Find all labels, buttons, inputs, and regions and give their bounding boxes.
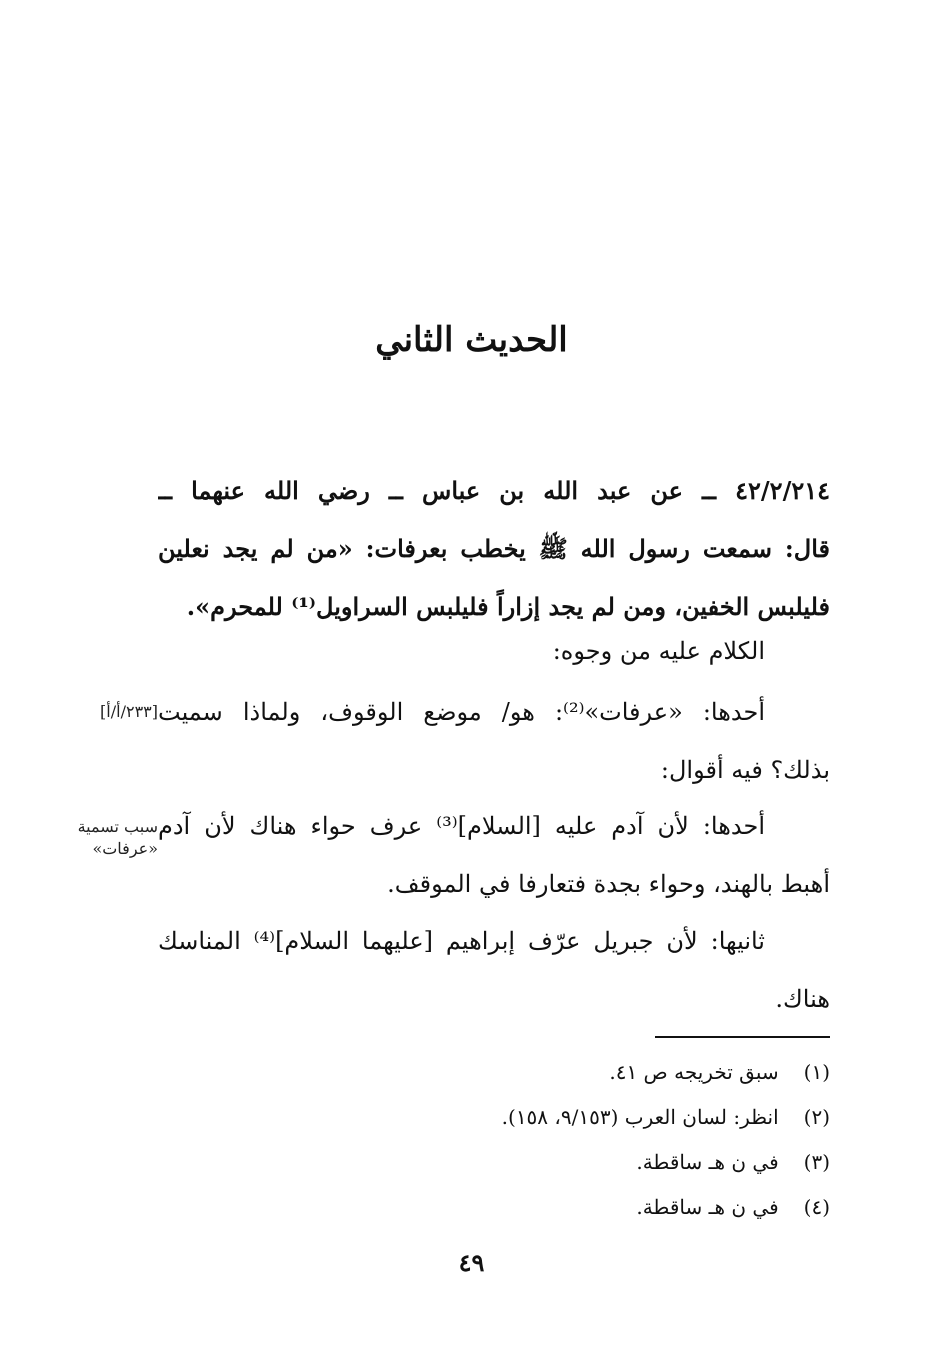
opinion-one-line: أهبط بالهند، وحواء بجدة فتعارفا في الموقف. [387, 870, 830, 898]
opinion-two-line: هناك. [775, 985, 830, 1013]
footnote-text: سبق تخريجه ص ٤١. [609, 1060, 779, 1084]
footnote-item [300, 1095, 830, 1140]
margin-heading [58, 816, 158, 860]
hadith-line: فليلبس الخفين، ومن لم يجد إزاراً فليلبس السراويل⁽¹⁾ للمحرم». [186, 592, 830, 621]
margin-heading-line: «عرفات» [92, 839, 158, 858]
footnote-divider [655, 1036, 830, 1038]
margin-heading-line: سبب تسمية [77, 817, 158, 836]
intro-line: الكلام عليه من وجوه: [552, 637, 765, 665]
footnote-number: (١) [803, 1060, 830, 1084]
discussion-intro [158, 622, 830, 680]
page-title: الحديث الثاني [375, 320, 568, 360]
hadith-line: قال: سمعت رسول الله ﷺ يخطب بعرفات: «من لم يجد نعلين [158, 534, 830, 563]
footnote-item [300, 1050, 830, 1095]
footnote-number: (٢) [803, 1105, 830, 1129]
footnote-item [300, 1185, 830, 1230]
page-number: ٤٩ [458, 1248, 485, 1277]
opinion-one-line: أحدها: لأن آدم عليه [السلام]⁽³⁾ عرف حواء هناك لأن آدم [158, 812, 766, 840]
folio-marker: [٢٣٣/أ/أ] [100, 702, 158, 721]
footnote-item [300, 1140, 830, 1185]
footnote-text: في ن هـ ساقطة. [636, 1195, 779, 1219]
footnote-text: انظر: لسان العرب (٩/١٥٣، ١٥٨). [501, 1105, 779, 1129]
first-point-line: أحدها: «عرفات»⁽²⁾: هو/ موضع الوقوف، ولماذا سميت [158, 698, 765, 726]
opinion-two [158, 912, 830, 1028]
footnote-number: (٣) [803, 1150, 830, 1174]
hadith-text [158, 462, 830, 636]
footnote-text: في ن هـ ساقطة. [636, 1150, 779, 1174]
footnote-number: (٤) [803, 1195, 830, 1219]
hadith-line: ٤٢/٢/٢١٤ ــ عن عبد الله بن عباس ــ رضي الله عنهما ــ [158, 476, 830, 505]
first-point [158, 683, 830, 799]
first-point-line: بذلك؟ فيه أقوال: [660, 756, 830, 784]
opinion-one [158, 797, 830, 913]
opinion-two-line: ثانيها: لأن جبريل عرّف إبراهيم [عليهما السلام]⁽⁴⁾ المناسك [158, 927, 765, 955]
footnotes [300, 1050, 830, 1230]
